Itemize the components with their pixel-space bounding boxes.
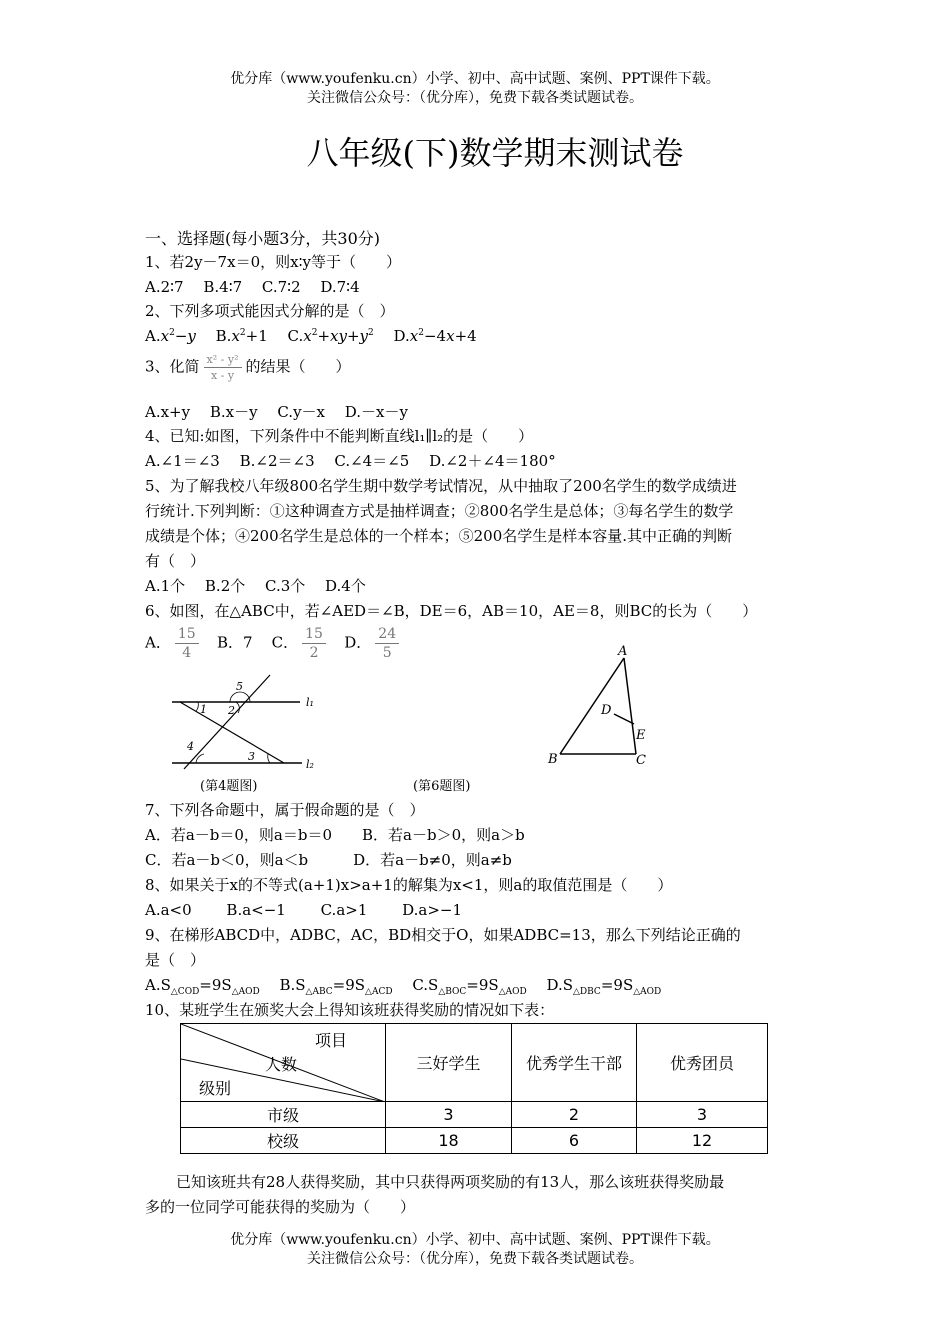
q6-option-a-fraction <box>175 625 199 662</box>
table-cell: 3 <box>386 1102 512 1128</box>
q6-d-num: 24 <box>375 625 399 644</box>
fig6-label-C: C <box>636 753 646 768</box>
fig6-label-E: E <box>636 728 646 743</box>
footer-line-1: 优分库（www.youfenku.cn）小学、初中、高中试题、案例、PPT课件下载。 <box>230 1232 720 1248</box>
angle-arc-3 <box>268 754 270 763</box>
figure-6-diagram <box>540 642 660 772</box>
table-cell: 2 <box>512 1102 637 1128</box>
figure-4-caption: (第4题图) <box>200 779 258 794</box>
row-label: 校级 <box>181 1128 386 1154</box>
q6-c-den: 2 <box>309 645 319 661</box>
q6-options <box>145 625 403 662</box>
q6-a-den: 4 <box>182 645 192 661</box>
q3-fraction-num: x² - y² <box>204 352 242 368</box>
q10-text-1: 已知该班共有28人获得奖励，其中只获得两项奖励的有13人，那么该班获得奖励最 <box>176 1173 725 1191</box>
q5-line-1: 5、为了解我校八年级800名学生期中数学考试情况，从中抽取了200名学生的数学成绩进 <box>145 477 737 495</box>
q1-stem: 1、若2y－7x＝0，则x∶y等于（ ） <box>145 253 401 271</box>
q4-stem: 4、已知:如图，下列条件中不能判断直线l₁∥l₂的是（ ） <box>145 427 534 445</box>
column-header: 优秀团员 <box>637 1024 768 1102</box>
fig6-label-D: D <box>601 703 612 718</box>
footer-line-2: 关注微信公众号：（优分库），免费下载各类试题试卷。 <box>307 1251 643 1267</box>
q3-fraction <box>204 352 242 383</box>
q4-options: A.∠1＝∠3 B.∠2＝∠3 C.∠4＝∠5 D.∠2＋∠4＝180° <box>145 452 556 470</box>
side-AC <box>624 658 636 754</box>
q6-option-b-label: B．7 <box>216 633 253 652</box>
table-row <box>181 1128 768 1154</box>
q10-stem: 10、某班学生在颁奖大会上得知该班获得奖励的情况如下表： <box>145 1001 555 1019</box>
q2-options: $A.x^2-y$ $B.x^2+1$ $C.x^2+xy+y^2$ $D.x^2-4x+4$ <box>145 327 477 345</box>
figure-4-diagram <box>160 672 330 772</box>
q6-option-c-label: C． <box>271 633 299 652</box>
q6-d-den: 5 <box>382 645 392 661</box>
q6-option-c-fraction <box>302 625 326 662</box>
q7-options-ab: A．若a－b＝0，则a＝b＝0 B．若a－b＞0，则a＞b <box>145 826 525 844</box>
q3-options: A.x+y B.x－y C.y－x D.－x－y <box>145 403 408 421</box>
q2-stem: 2、下列多项式能因式分解的是（ ） <box>145 302 395 320</box>
fig4-label-4: 4 <box>187 740 194 753</box>
q6-stem: 6、如图，在△ABC中，若∠AED＝∠B，DE＝6，AB＝10，AE＝8，则BC的长为（ ） <box>145 602 758 620</box>
fig4-label-l2: l₂ <box>306 758 314 771</box>
table-row <box>181 1102 768 1128</box>
table-header-row <box>181 1024 768 1102</box>
header-line-2: 关注微信公众号：（优分库），免费下载各类试题试卷。 <box>307 90 643 106</box>
q9-line-2: 是（ ） <box>145 951 206 969</box>
table-cell: 12 <box>637 1128 768 1154</box>
angle-arc-1 <box>196 702 198 711</box>
q5-line-4: 有（ ） <box>145 552 206 570</box>
table-cell: 3 <box>637 1102 768 1128</box>
q7-stem: 7、下列各命题中，属于假命题的是（ ） <box>145 801 425 819</box>
page-title: 八年级(下)数学期末测试卷 <box>306 134 684 172</box>
fig6-label-A: A <box>618 644 628 659</box>
fig6-label-B: B <box>548 752 558 767</box>
figure-6-caption: (第6题图) <box>413 779 471 794</box>
q8-stem: 8、如果关于x的不等式(a+1)x>a+1的解集为x<1，则a的取值范围是（ ） <box>145 876 673 894</box>
corner-label-count: 人数 <box>265 1055 298 1074</box>
q3-fraction-den: x - y <box>210 369 235 382</box>
table-cell: 18 <box>386 1128 512 1154</box>
q9-line-1: 9、在梯形ABCD中，ADBC，AC，BD相交于O，如果ADBC=13，那么下列结论正确的 <box>145 926 741 944</box>
transversal-2 <box>184 675 270 769</box>
q6-a-num: 15 <box>175 625 199 644</box>
fig4-label-1: 1 <box>200 703 207 716</box>
q6-option-a-label: A． <box>145 633 171 652</box>
fig4-label-2: 2 <box>228 704 235 717</box>
q1-options: A.2∶7 B.4∶7 C.7∶2 D.7∶4 <box>145 278 360 296</box>
q7-options-cd: C．若a－b＜0，则a＜b D．若a－b≠0，则a≠b <box>145 851 512 869</box>
q9-options: $A.S_{\triangle COD}=9S_{\triangle AOD}$ $B.S_{\triangle ABC}=9S_{\triangle ACD}$ $C.S_{\triangle BOC}=9S_{\triangle AOD}$ $D.S_{\triangle DBC}=9S_{\triangle AOD}$ <box>145 976 662 997</box>
header-line-1: 优分库（www.youfenku.cn）小学、初中、高中试题、案例、PPT课件下载。 <box>230 71 720 87</box>
q5-line-2: 行统计.下列判断：①这种调查方式是抽样调查；②800名学生是总体；③每名学生的数学 <box>145 502 734 520</box>
fig4-label-l1: l₁ <box>306 696 314 709</box>
side-AB <box>560 658 624 754</box>
q3-post: 的结果（ ） <box>245 357 351 376</box>
table-cell: 6 <box>512 1128 637 1154</box>
corner-label-item: 项目 <box>315 1031 348 1050</box>
fig4-label-3: 3 <box>248 750 255 763</box>
column-header: 优秀学生干部 <box>512 1024 637 1102</box>
q6-option-d-label: D． <box>344 633 372 652</box>
corner-label-level: 级别 <box>199 1079 232 1098</box>
q3-stem <box>145 352 351 383</box>
fig4-label-5: 5 <box>236 680 243 693</box>
q10-text-2: 多的一位同学可能获得的奖励为（ ） <box>145 1198 416 1216</box>
q5-line-3: 成绩是个体；④200名学生是总体的一个样本；⑤200名学生是样本容量.其中正确的判断 <box>145 527 733 545</box>
q8-options: A.a<0 B.a<−1 C.a>1 D.a>−1 <box>145 901 463 919</box>
section-heading: 一、选择题(每小题3分，共30分) <box>145 229 381 248</box>
q3-pre: 3、化简 <box>145 357 200 376</box>
row-label: 市级 <box>181 1102 386 1128</box>
q6-c-num: 15 <box>302 625 326 644</box>
awards-table <box>180 1023 768 1154</box>
table-corner-cell <box>181 1024 386 1102</box>
column-header: 三好学生 <box>386 1024 512 1102</box>
q5-options: A.1个 B.2个 C.3个 D.4个 <box>145 577 366 595</box>
q6-option-d-fraction <box>375 625 399 662</box>
